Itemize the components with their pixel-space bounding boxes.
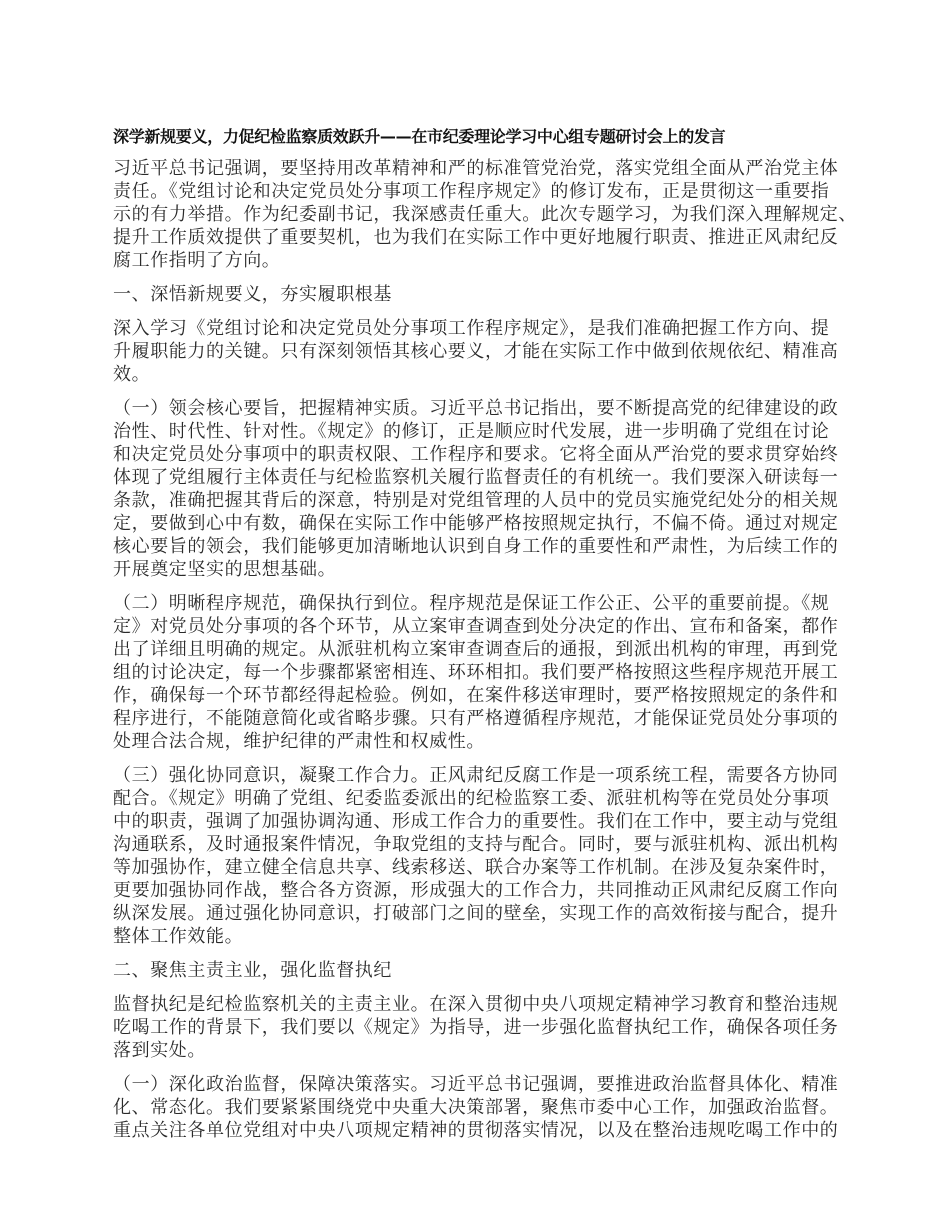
text-line: 习近平总书记强调，要坚持用改革精神和严的标准管党治党，落实党组全面从严治党主体: [113, 158, 839, 179]
text-line: 和决定党员处分事项中的职责权限、工作程序和要求。它将全面从严治党的要求贯穿始终: [113, 444, 839, 465]
text-line: 中的职责，强调了加强协调沟通、形成工作合力的重要性。我们在工作中，要主动与党组: [113, 811, 839, 832]
text-line: 条款，准确把握其背后的深意，特别是对党组管理的人员中的党员实施党纪处分的相关规: [113, 490, 839, 511]
text-line: 整体工作效能。: [113, 926, 244, 947]
text-line: 定》对党员处分事项的各个环节，从立案审查调查到处分决定的作出、宣布和备案，都作: [113, 616, 839, 637]
text-line: 治性、时代性、针对性。《规定》的修订，正是顺应时代发展，进一步明确了党组在讨论: [113, 421, 830, 442]
text-line: 出了详细且明确的规定。从派驻机构立案审查调查后的通报，到派出机构的审理，再到党: [113, 639, 839, 660]
text-line: 核心要旨的领会，我们能够更加清晰地认识到自身工作的重要性和严肃性，为后续工作的: [113, 536, 839, 557]
text-line: （二）明晰程序规范，确保执行到位。程序规范是保证工作公正、公平的重要前提。《规: [113, 593, 830, 614]
text-line: 开展奠定坚实的思想基础。: [113, 559, 337, 580]
text-line: 腐工作指明了方向。: [113, 250, 281, 271]
text-line: 作，确保每一个环节都经得起检验。例如，在案件移送审理时，要严格按照规定的条件和: [113, 685, 839, 706]
text-line: 定，要做到心中有数，确保在实际工作中能够严格按照规定执行，不偏不倚。通过对规定: [113, 513, 839, 534]
text-line: 更要加强协同作战，整合各方资源，形成强大的工作合力，共同推动正风肃纪反腐工作向: [113, 880, 839, 901]
text-line: 等加强协作，建立健全信息共享、线索移送、联合办案等工作机制。在涉及复杂案件时，: [113, 857, 839, 878]
intro-paragraph: [113, 157, 857, 272]
section-1-intro-paragraph: [113, 317, 843, 386]
document-title: 深学新规要义，力促纪检监察质效跃升——在市纪委理论学习中心组专题研讨会上的发言: [113, 127, 726, 146]
document-page: [113, 126, 857, 1153]
section-2-intro-paragraph: [113, 993, 843, 1062]
text-line: 配合。《规定》明确了党组、纪委监委派出的纪检监察工委、派驻机构等在党员处分事项: [113, 788, 830, 809]
text-line: （一）深化政治监督，保障决策落实。习近平总书记强调，要推进政治监督具体化、精准: [113, 1074, 839, 1095]
text-line: 化、常态化。我们要紧紧围绕党中央重大决策部署，聚焦市委中心工作，加强政治监督。: [113, 1097, 839, 1118]
text-line: 组的讨论决定，每一个步骤都紧密相连、环环相扣。我们要严格按照这些程序规范开展工: [113, 662, 839, 683]
text-line: 深入学习《党组讨论和决定党员处分事项工作程序规定》，是我们准确把握工作方向、提: [113, 318, 830, 339]
text-line: 体现了党组履行主体责任与纪检监察机关履行监督责任的有机统一。我们要深入研读每一: [113, 467, 839, 488]
text-line: 重点关注各单位党组对中央八项规定精神的贯彻落实情况，以及在整治违规吃喝工作中的: [113, 1120, 839, 1141]
section-2-point-1-paragraph: [113, 1073, 843, 1142]
section-1-point-1-paragraph: [113, 397, 843, 581]
text-line: （一）领会核心要旨，把握精神实质。习近平总书记指出，要不断提高党的纪律建设的政: [113, 398, 839, 419]
section-heading-2: 二、聚焦主责主业，强化监督执纪: [113, 960, 392, 981]
text-line: 监督执纪是纪检监察机关的主责主业。在深入贯彻中央八项规定精神学习教育和整治违规: [113, 994, 839, 1015]
section-heading-1: 一、深悟新规要义，夯实履职根基: [113, 284, 392, 305]
section-1-point-3-paragraph: [113, 764, 843, 948]
text-line: 责任。《党组讨论和决定党员处分事项工作程序规定》的修订发布，正是贯彻这一重要指: [113, 181, 830, 202]
text-line: 升履职能力的关键。只有深刻领悟其核心要义，才能在实际工作中做到依规依纪、精准高: [113, 341, 839, 362]
text-line: 纵深发展。通过强化协同意识，打破部门之间的壁垒，实现工作的高效衔接与配合，提升: [113, 903, 839, 924]
text-line: 示的有力举措。作为纪委副书记，我深感责任重大。此次专题学习，为我们深入理解规定、: [113, 204, 857, 225]
text-line: 程序进行，不能随意简化或省略步骤。只有严格遵循程序规范，才能保证党员处分事项的: [113, 708, 839, 729]
text-line: 沟通联系，及时通报案件情况，争取党组的支持与配合。同时，要与派驻机构、派出机构: [113, 834, 839, 855]
section-1-point-2-paragraph: [113, 592, 843, 753]
text-line: 提升工作质效提供了重要契机，也为我们在实际工作中更好地履行职责、推进正风肃纪反: [113, 227, 839, 248]
text-line: 处理合法合规，维护纪律的严肃性和权威性。: [113, 731, 485, 752]
text-line: 效。: [113, 364, 151, 385]
text-line: （三）强化协同意识，凝聚工作合力。正风肃纪反腐工作是一项系统工程，需要各方协同: [113, 765, 839, 786]
text-line: 吃喝工作的背景下，我们要以《规定》为指导，进一步强化监督执纪工作，确保各项任务: [113, 1017, 839, 1038]
text-line: 落到实处。: [113, 1040, 206, 1061]
